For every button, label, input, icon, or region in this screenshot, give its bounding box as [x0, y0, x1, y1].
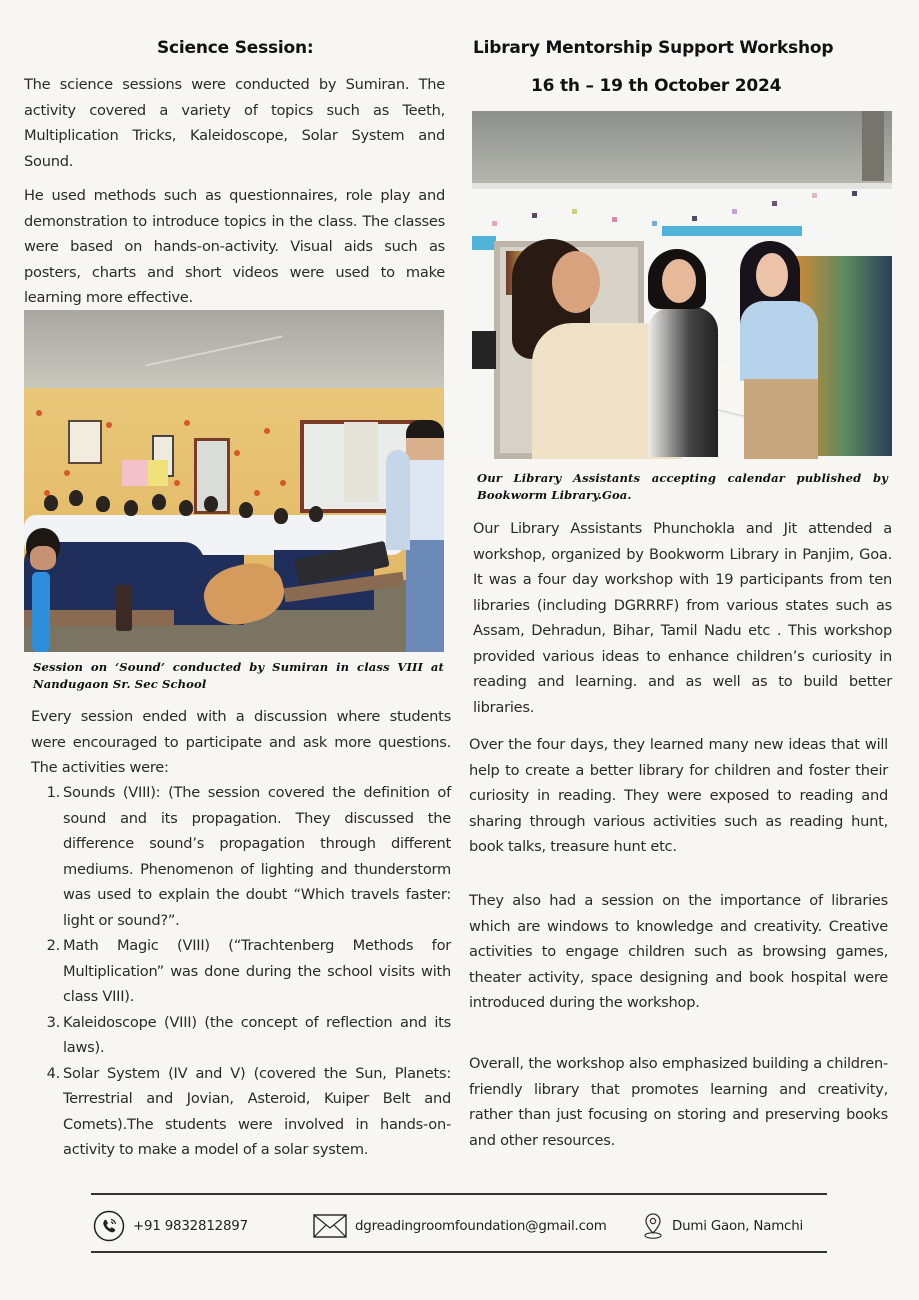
footer-top-divider [91, 1193, 827, 1195]
activity-item [31, 1061, 451, 1163]
workshop-heading: Library Mentorship Support Workshop [473, 38, 834, 58]
workshop-session-paragraph: They also had a session on the importance of libraries which are windows to knowledge and creativity. Creative activities to engage children such as browsing games, theater activity, space designing and book hospital were introduced during the workshop. [469, 892, 888, 1011]
activities-list [31, 780, 451, 1163]
workshop-intro-paragraph: Our Library Assistants Phunchokla and Jit attended a workshop, organized by Bookworm Library in Panjim, Goa. It was a four day workshop with 19 participants from ten libraries (including DGRRRF) from various states such as Assam, Dehradun, Bihar, Tamil Nadu etc . This workshop provided various ideas to enhance children’s curiosity in reading and learning. and as well as to build better libraries. [473, 520, 892, 716]
activity-number: 2. [46, 937, 60, 954]
library-photo-caption: Our Library Assistants accepting calendar published by Bookworm Library.Goa. [477, 471, 888, 502]
activities-intro-paragraph: Every session ended with a discussion where students were encouraged to participate and ask more questions. The activities were: [31, 708, 451, 776]
footer-phone[interactable] [93, 1210, 248, 1242]
activity-number: 3. [46, 1013, 60, 1031]
activity-text: Kaleidoscope (VIII) (the concept of reflection and its laws). [63, 1013, 451, 1056]
phone-number: +91 9832812897 [133, 1218, 248, 1234]
activity-number: 1. [46, 784, 60, 801]
email-address: dgreadingroomfoundation@gmail.com [355, 1218, 607, 1234]
library-photo [472, 111, 892, 459]
activity-number: 4. [46, 1064, 60, 1082]
activity-text: Math Magic (VIII) (“Trachtenberg Methods for Multiplication” was done during the school visits with class VIII). [63, 937, 451, 1005]
workshop-summary-paragraph: Overall, the workshop also emphasized building a children-friendly library that promotes learning and creativity, rather than just focusing on storing and preserving books and other resources. [469, 1055, 888, 1149]
activity-item [31, 1010, 451, 1061]
activity-item [31, 933, 451, 1010]
activity-text: Sounds (VIII): (The session covered the definition of sound and its propagation. They discussed the difference sound’s propagation through different mediums. Phenomenon of lighting and thunderstorm was used to explain the doubt “Which travels faster: light or sound?”. [63, 784, 451, 929]
workshop-learnings-paragraph: Over the four days, they learned many new ideas that will help to create a better library for children and foster their curiosity in reading. They were exposed to reading and sharing through various activities such as reading hunt, book talks, treasure hunt etc. [469, 736, 888, 855]
location-text: Dumi Gaon, Namchi [672, 1218, 804, 1234]
science-intro-paragraph: The science sessions were conducted by Sumiran. The activity covered a variety of topics such as Teeth, Multiplication Tricks, Kaleidoscope, Solar System and Sound. [24, 76, 445, 170]
map-pin-icon [642, 1212, 664, 1240]
envelope-icon [313, 1214, 347, 1238]
phone-icon [93, 1210, 125, 1242]
classroom-photo [24, 310, 444, 652]
science-session-heading: Science Session: [157, 38, 314, 58]
classroom-photo-caption: Session on ‘Sound’ conducted by Sumiran in class VIII at Nandugaon Sr. Sec School [33, 660, 444, 691]
footer-bottom-divider [91, 1251, 827, 1253]
workshop-dates: 16 th – 19 th October 2024 [531, 76, 782, 96]
activity-text: Solar System (IV and V) (covered the Sun, Planets: Terrestrial and Jovian, Asteroid, Kuiper Belt and Comets).The students were involved in hands-on-activity to make a model of a solar system. [63, 1064, 451, 1158]
activity-item [31, 780, 451, 933]
footer-email[interactable] [313, 1214, 607, 1238]
footer-location [642, 1212, 803, 1240]
science-methods-paragraph: He used methods such as questionnaires, role play and demonstration to introduce topics in the class. The classes were based on hands-on-activity. Visual aids such as posters, charts and short videos were used to make learning more effective. [24, 187, 445, 306]
